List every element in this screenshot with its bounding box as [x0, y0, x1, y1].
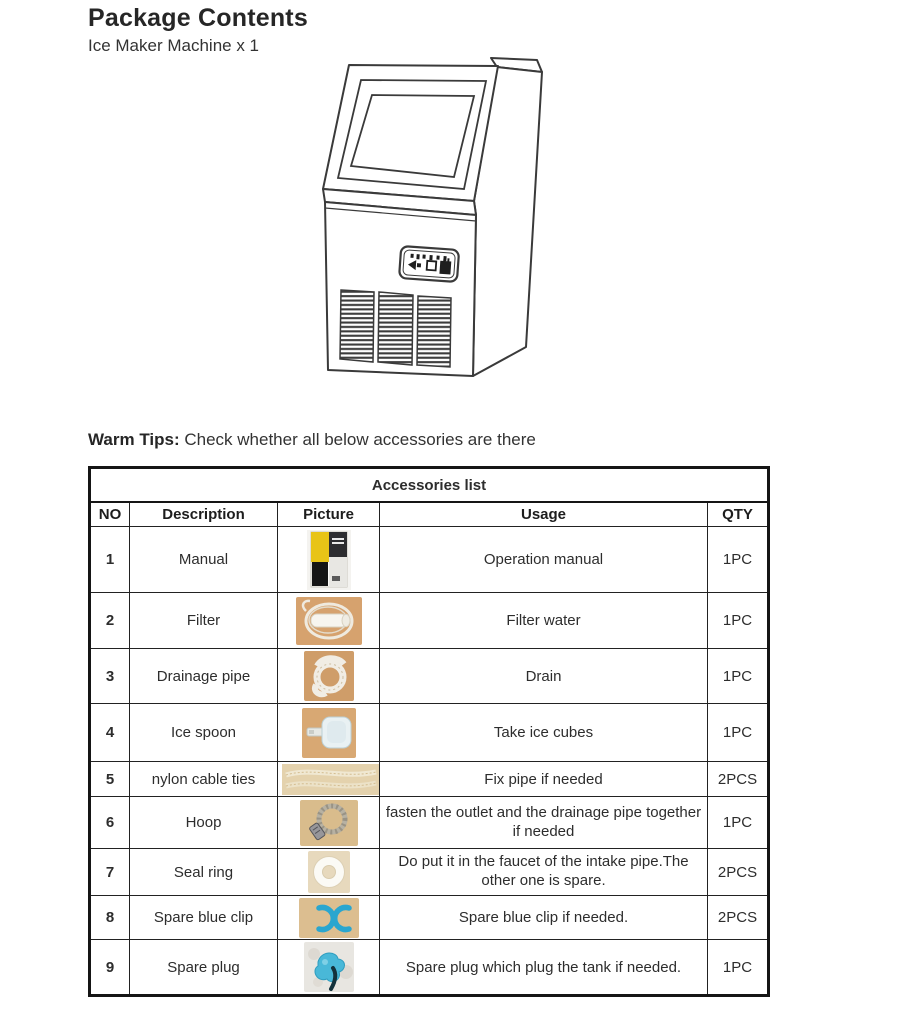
row-no: 8 [90, 896, 130, 940]
row-description: Seal ring [130, 849, 278, 896]
row-usage: fasten the outlet and the drainage pipe together if needed [385, 803, 702, 840]
row-usage: Spare blue clip if needed. [380, 896, 708, 940]
row-qty: 2PCS [708, 849, 769, 896]
ice-maker-machine-line-drawing [295, 52, 560, 390]
row-qty: 1PC [708, 940, 769, 996]
col-description: Description [130, 502, 278, 527]
row-description: Spare plug [130, 940, 278, 996]
row-qty: 1PC [708, 593, 769, 649]
col-usage: Usage [380, 502, 708, 527]
row-no: 3 [90, 649, 130, 704]
warm-tips [88, 430, 536, 450]
table-row [90, 940, 769, 996]
table-row [90, 762, 769, 797]
accessories-table [88, 466, 770, 997]
table-row [90, 849, 769, 896]
row-qty: 1PC [708, 797, 769, 849]
row-description: Ice spoon [130, 704, 278, 762]
row-usage: Operation manual [380, 527, 708, 593]
drainage-pipe-photo [282, 651, 375, 701]
table-row [90, 649, 769, 704]
table-title: Accessories list [90, 468, 769, 503]
row-usage: Fix pipe if needed [380, 762, 708, 797]
page-title: Package Contents [88, 4, 308, 32]
row-no: 6 [90, 797, 130, 849]
water-filter-photo [282, 597, 375, 645]
row-no: 1 [90, 527, 130, 593]
row-no: 7 [90, 849, 130, 896]
table-header-row [90, 502, 769, 527]
row-description: Drainage pipe [130, 649, 278, 704]
table-row [90, 704, 769, 762]
row-qty: 1PC [708, 704, 769, 762]
row-description: Filter [130, 593, 278, 649]
col-picture: Picture [278, 502, 380, 527]
table-row [90, 527, 769, 593]
page-subtitle: Ice Maker Machine x 1 [88, 36, 260, 55]
row-qty: 1PC [708, 649, 769, 704]
row-description: nylon cable ties [130, 762, 278, 797]
row-qty: 2PCS [708, 762, 769, 797]
table-row [90, 797, 769, 849]
manual-booklet-photo [282, 530, 375, 590]
row-usage: Take ice cubes [380, 704, 708, 762]
warm-tips-label: Warm Tips: [88, 430, 180, 449]
ice-spoon-photo [282, 708, 375, 758]
row-no: 2 [90, 593, 130, 649]
row-usage: Do put it in the faucet of the intake pipe.The other one is spare. [398, 853, 689, 889]
col-qty: QTY [708, 502, 769, 527]
nylon-cable-ties-photo [282, 764, 375, 795]
row-usage: Drain [380, 649, 708, 704]
warm-tips-text: Check whether all below accessories are there [179, 430, 536, 449]
spare-blue-clip-photo [282, 898, 375, 938]
row-no: 5 [90, 762, 130, 797]
row-qty: 1PC [708, 527, 769, 593]
row-description: Spare blue clip [130, 896, 278, 940]
row-usage: Spare plug which plug the tank if needed. [380, 940, 708, 996]
table-row [90, 896, 769, 940]
row-no: 9 [90, 940, 130, 996]
vent-grilles [340, 290, 451, 367]
row-description: Hoop [130, 797, 278, 849]
table-row [90, 593, 769, 649]
ice-maker-illustration [295, 52, 560, 390]
row-usage: Filter water [380, 593, 708, 649]
control-panel [399, 246, 459, 282]
spare-plug-photo [282, 942, 375, 992]
col-no: NO [90, 502, 130, 527]
seal-ring-photo [282, 851, 375, 893]
hoop-clamp-photo [282, 800, 375, 846]
row-no: 4 [90, 704, 130, 762]
row-qty: 2PCS [708, 896, 769, 940]
row-description: Manual [130, 527, 278, 593]
